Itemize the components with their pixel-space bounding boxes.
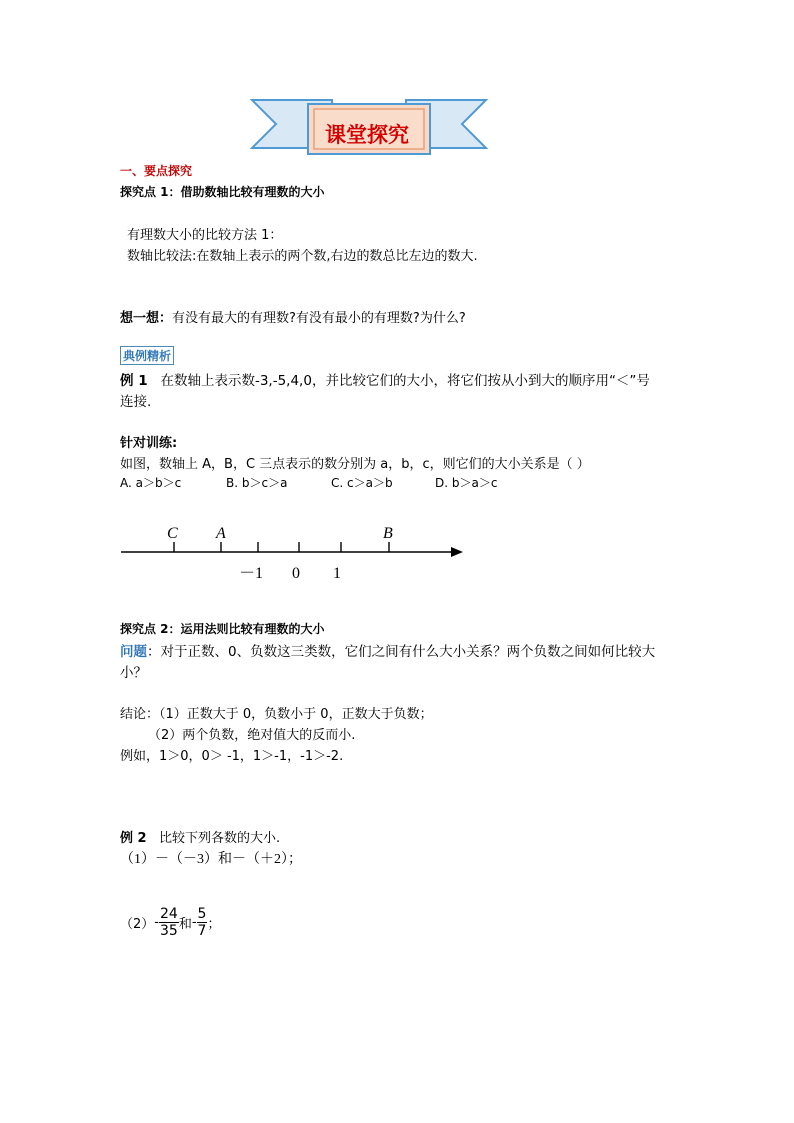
minus-sign-1: - <box>154 915 159 930</box>
joiner: 和 <box>178 917 192 932</box>
number-line <box>115 520 475 584</box>
example1-line1 <box>120 369 650 389</box>
frac2-denominator: 7 <box>197 923 207 939</box>
conclusion-line2: （2）两个负数，绝对值大的反而小. <box>148 728 356 743</box>
example2-intro: 比较下列各数的大小. <box>158 831 281 846</box>
frac2-numerator: 5 <box>197 906 207 922</box>
practice-label: 针对训练: <box>120 436 178 451</box>
point-label-b: B <box>383 525 393 542</box>
question-line1 <box>120 640 655 660</box>
tick-label-minus1: －1 <box>239 565 264 582</box>
example1-label: 例 1 <box>120 373 148 389</box>
example-tag: 典例精析 <box>120 346 174 365</box>
minus-sign-2: - <box>191 915 197 930</box>
think-text: 有没有最大的有理数?有没有最小的有理数?为什么? <box>172 311 466 326</box>
section-heading: 一、要点探究 <box>120 164 193 178</box>
frac1-denominator: 35 <box>159 923 178 939</box>
fraction-5-7 <box>197 906 208 939</box>
fraction-24-35 <box>159 906 179 939</box>
method-body: 数轴比较法:在数轴上表示的两个数,右边的数总比左边的数大. <box>127 249 478 264</box>
question-text: ：对于正数、0、负数这三类数，它们之间有什么大小关系？两个负数之间如何比较大 <box>147 644 656 660</box>
option-c: C. c＞a＞b <box>331 476 393 490</box>
question-line2: 小？ <box>120 665 147 681</box>
axis-arrow <box>451 547 463 557</box>
point-label-a: A <box>216 525 226 542</box>
think-label: 想一想： <box>120 311 173 326</box>
example2-line <box>120 827 280 846</box>
method-title: 有理数大小的比较方法 1： <box>127 228 283 243</box>
conclusion-line1: 结论：（1）正数大于 0，负数小于 0，正数大于负数； <box>120 707 433 722</box>
practice-question: 如图，数轴上 A，B，C 三点表示的数分别为 a，b，c，则它们的大小关系是（ ） <box>120 457 590 472</box>
option-a: A. a＞b＞c <box>120 476 182 490</box>
example2-label: 例 2 <box>120 831 147 846</box>
think-line <box>120 307 466 326</box>
item2-prefix: （2） <box>120 917 155 932</box>
conclusion-line3: 例如，1＞0，0＞ -1，1＞-1，-1＞-2. <box>120 749 344 764</box>
frac1-numerator: 24 <box>159 906 178 922</box>
tick-label-1: 1 <box>333 565 341 582</box>
point2-heading: 探究点 2：运用法则比较有理数的大小 <box>120 622 325 636</box>
item2-suffix: ； <box>207 917 221 932</box>
example1-line2: 连接. <box>120 394 152 410</box>
example2-item1: （1）－（－3）和－（＋2）； <box>120 852 302 867</box>
example1-text: 在数轴上表示数-3,-5,4,0，并比较它们的大小，将它们按从小到大的顺序用“＜”号 <box>160 373 650 389</box>
option-b: B. b＞c＞a <box>226 476 288 490</box>
point-label-c: C <box>167 525 178 542</box>
tick-label-0: 0 <box>292 565 300 582</box>
option-d: D. b＞a＞c <box>435 476 498 490</box>
banner-title: 课堂探究 <box>325 123 409 147</box>
question-label: 问题 <box>120 644 147 660</box>
example2-item2 <box>120 906 220 939</box>
point1-heading: 探究点 1：借助数轴比较有理数的大小 <box>120 185 325 199</box>
